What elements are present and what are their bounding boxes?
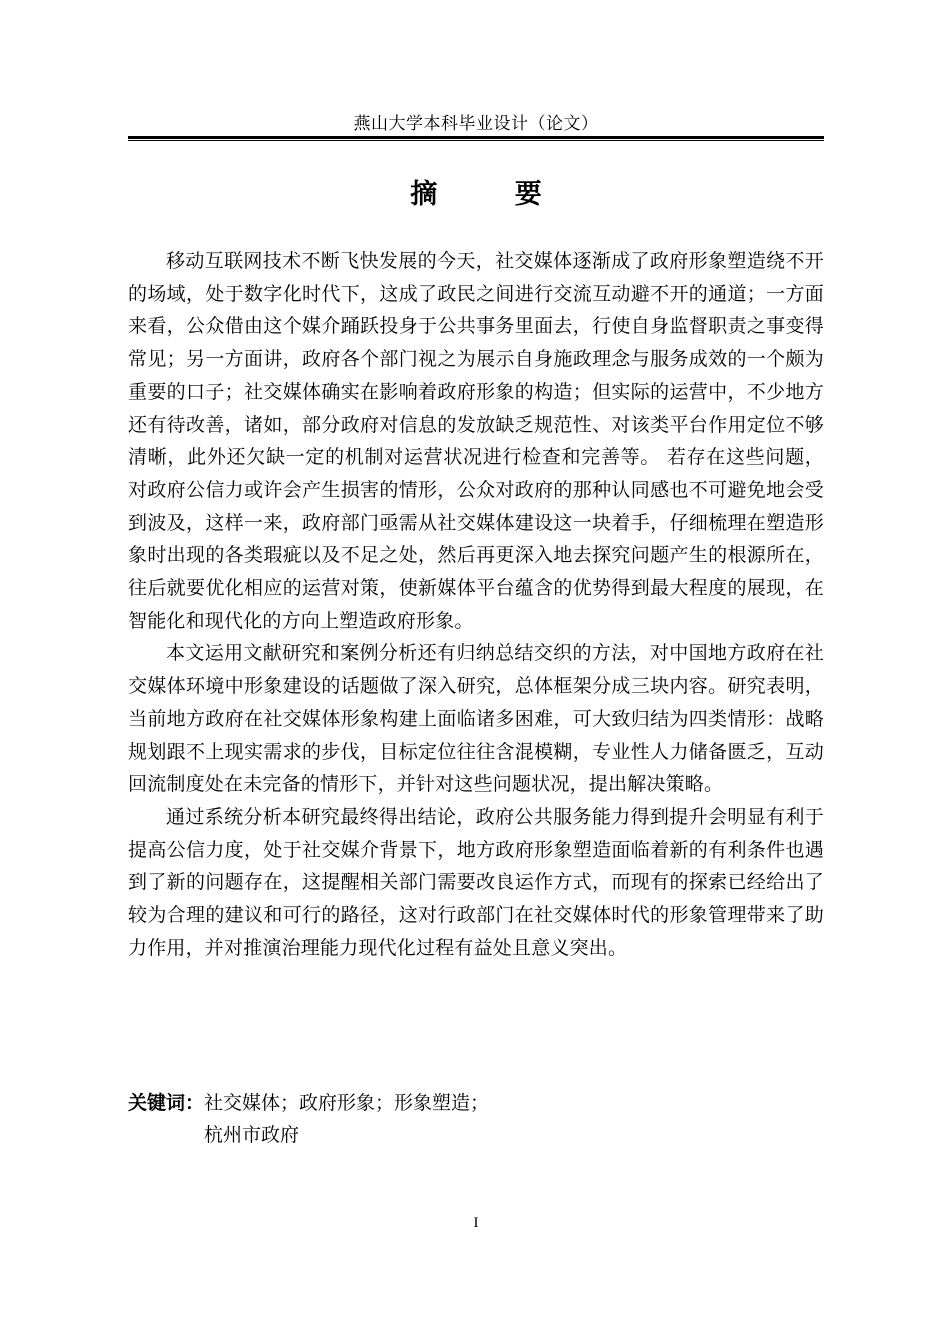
keywords-label: 关键词： [128,1092,205,1114]
abstract-title: 摘 要 [410,179,576,210]
keywords-section [128,1087,824,1151]
abstract-paragraph: 通过系统分析本研究最终得出结论，政府公共服务能力得到提升会明显有利于提高公信力度，处于社交媒介背景下，地方政府形象塑造面临着新的有利条件也遇到了新的问题存在，这提醒相关部门需要改良运作方式，而现有的探索已经给出了较为合理的建议和可行的路径，这对行政部门在社交媒体时代的形象管理带来了助力作用，并对推演治理能力现代化过程有益处且意义突出。 [128,805,824,959]
abstract-paragraph: 本文运用文献研究和案例分析还有归纳总结交织的方法，对中国地方政府在社交媒体环境中形象建设的话题做了深入研究，总体框架分成三块内容。研究表明，当前地方政府在社交媒体形象构建上面临诸多困难，可大致归结为四类情形：战略规划跟不上现实需求的步伐，目标定位往往含混模糊，专业性人力储备匮乏，互动回流制度处在未完备的情形下，并针对这些问题状况，提出解决策略。 [128,642,824,796]
running-header: 燕山大学本科毕业设计（论文） [353,114,599,134]
keyword-item: 政府形象； [299,1092,395,1114]
abstract-body [128,245,824,964]
keywords-list [204,1087,824,1151]
keyword-item: 杭州市政府 [204,1124,300,1146]
abstract-paragraph: 移动互联网技术不断飞快发展的今天，社交媒体逐渐成了政府形象塑造绕不开的场域，处于数字化时代下，这成了政民之间进行交流互动避不开的通道；一方面来看，公众借由这个媒介踊跃投身于公共事务里面去，行使自身监督职责之事变得常见；另一方面讲，政府各个部门视之为展示自身施政理念与服务成效的一个颇为重要的口子；社交媒体确实在影响着政府形象的构造；但实际的运营中，不少地方还有待改善，诸如，部分政府对信息的发放缺乏规范性、对该类平台作用定位不够清晰，此外还欠缺一定的机制对运营状况进行检查和完善等。 若存在这些问题，对政府公信力或许会产生损害的情形，公众对政府的那种认同感也不可避免地会受到波及，这样一来，政府部门亟需从社交媒体建设这一块着手，仔细梳理在塑造形象时出现的各类瑕疵以及不足之处，然后再更深入地去探究问题产生的根源所在，往后就要优化相应的运营对策，使新媒体平台蕴含的优势得到最大程度的展现，在智能化和现代化的方向上塑造政府形象。 [128,250,824,632]
header-rule-secondary [128,140,824,141]
header-rule [128,136,824,139]
keyword-item: 社交媒体； [204,1092,300,1114]
keyword-item: 形象塑造； [394,1092,490,1114]
page-number: I [473,1215,479,1231]
